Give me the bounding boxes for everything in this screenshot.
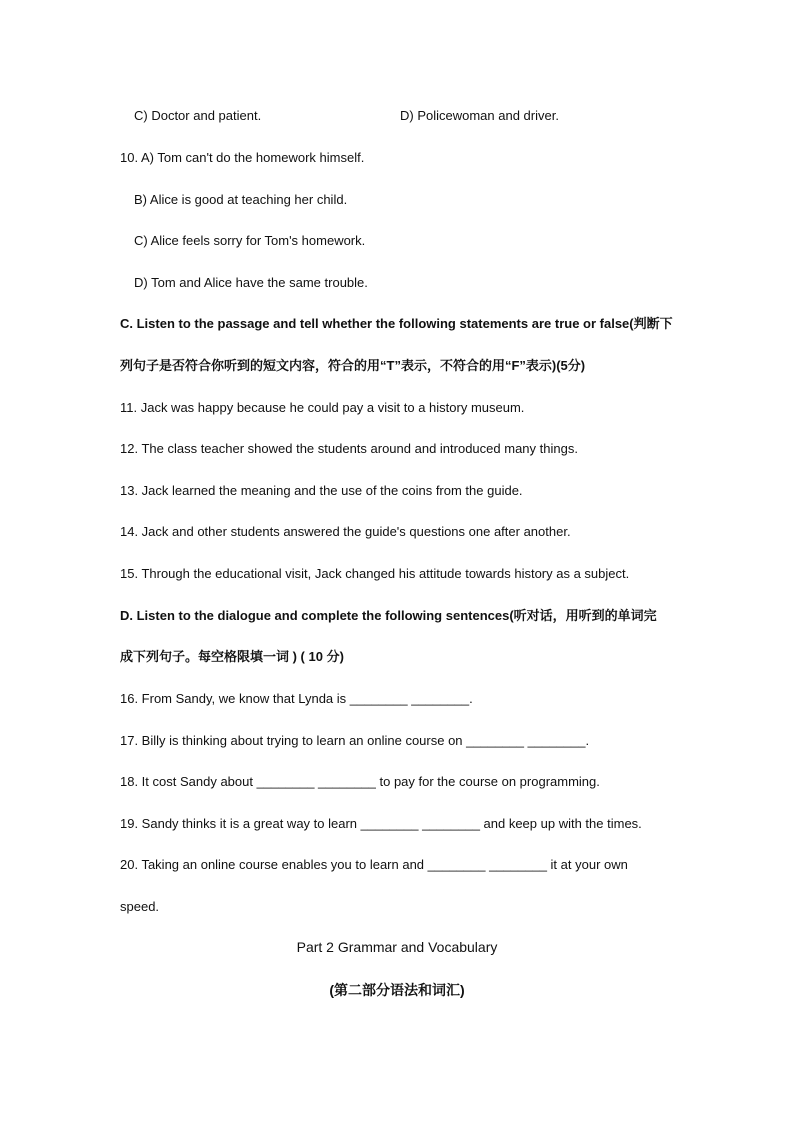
q10-option-d: D) Tom and Alice have the same trouble.: [134, 275, 368, 290]
q10-option-b: B) Alice is good at teaching her child.: [134, 192, 348, 207]
sentence-19: 19. Sandy thinks it is a great way to learn ________ ________ and keep up with the times.: [120, 816, 642, 831]
q9-option-c: C) Doctor and patient.: [134, 108, 262, 123]
part2-subtitle: (第二部分语法和词汇): [329, 982, 465, 998]
statement-11: 11. Jack was happy because he could pay a visit to a history museum.: [120, 400, 525, 415]
statement-15: 15. Through the educational visit, Jack changed his attitude towards history as a subject.: [120, 566, 630, 581]
sentence-17: 17. Billy is thinking about trying to learn an online course on ________ ________.: [120, 733, 590, 748]
q10-option-c: C) Alice feels sorry for Tom's homework.: [134, 233, 366, 248]
section-d-heading: D. Listen to the dialogue and complete the following sentences(听对话，用听到的单词完: [120, 608, 657, 623]
sentence-20: 20. Taking an online course enables you to learn and ________ ________ it at your own: [120, 857, 628, 872]
q10-stem: 10. A) Tom can't do the homework himself.: [120, 150, 365, 165]
section-d-heading-cont: 成下列句子。每空格限填一词 ) ( 10 分): [120, 649, 344, 664]
sentence-18: 18. It cost Sandy about ________ ________ to pay for the course on programming.: [120, 774, 600, 789]
q9-option-d: D) Policewoman and driver.: [400, 108, 559, 123]
statement-14: 14. Jack and other students answered the guide's questions one after another.: [120, 524, 571, 539]
part2-title: Part 2 Grammar and Vocabulary: [296, 939, 498, 955]
statement-12: 12. The class teacher showed the students around and introduced many things.: [120, 441, 578, 456]
sentence-16: 16. From Sandy, we know that Lynda is ________ ________.: [120, 691, 473, 706]
statement-13: 13. Jack learned the meaning and the use of the coins from the guide.: [120, 483, 523, 498]
sentence-20-cont: speed.: [120, 899, 160, 914]
section-c-heading-cont: 列句子是否符合你听到的短文内容，符合的用“T”表示，不符合的用“F”表示)(5分): [120, 358, 586, 373]
section-c-heading: C. Listen to the passage and tell whether the following statements are true or false(判断下: [120, 316, 673, 331]
